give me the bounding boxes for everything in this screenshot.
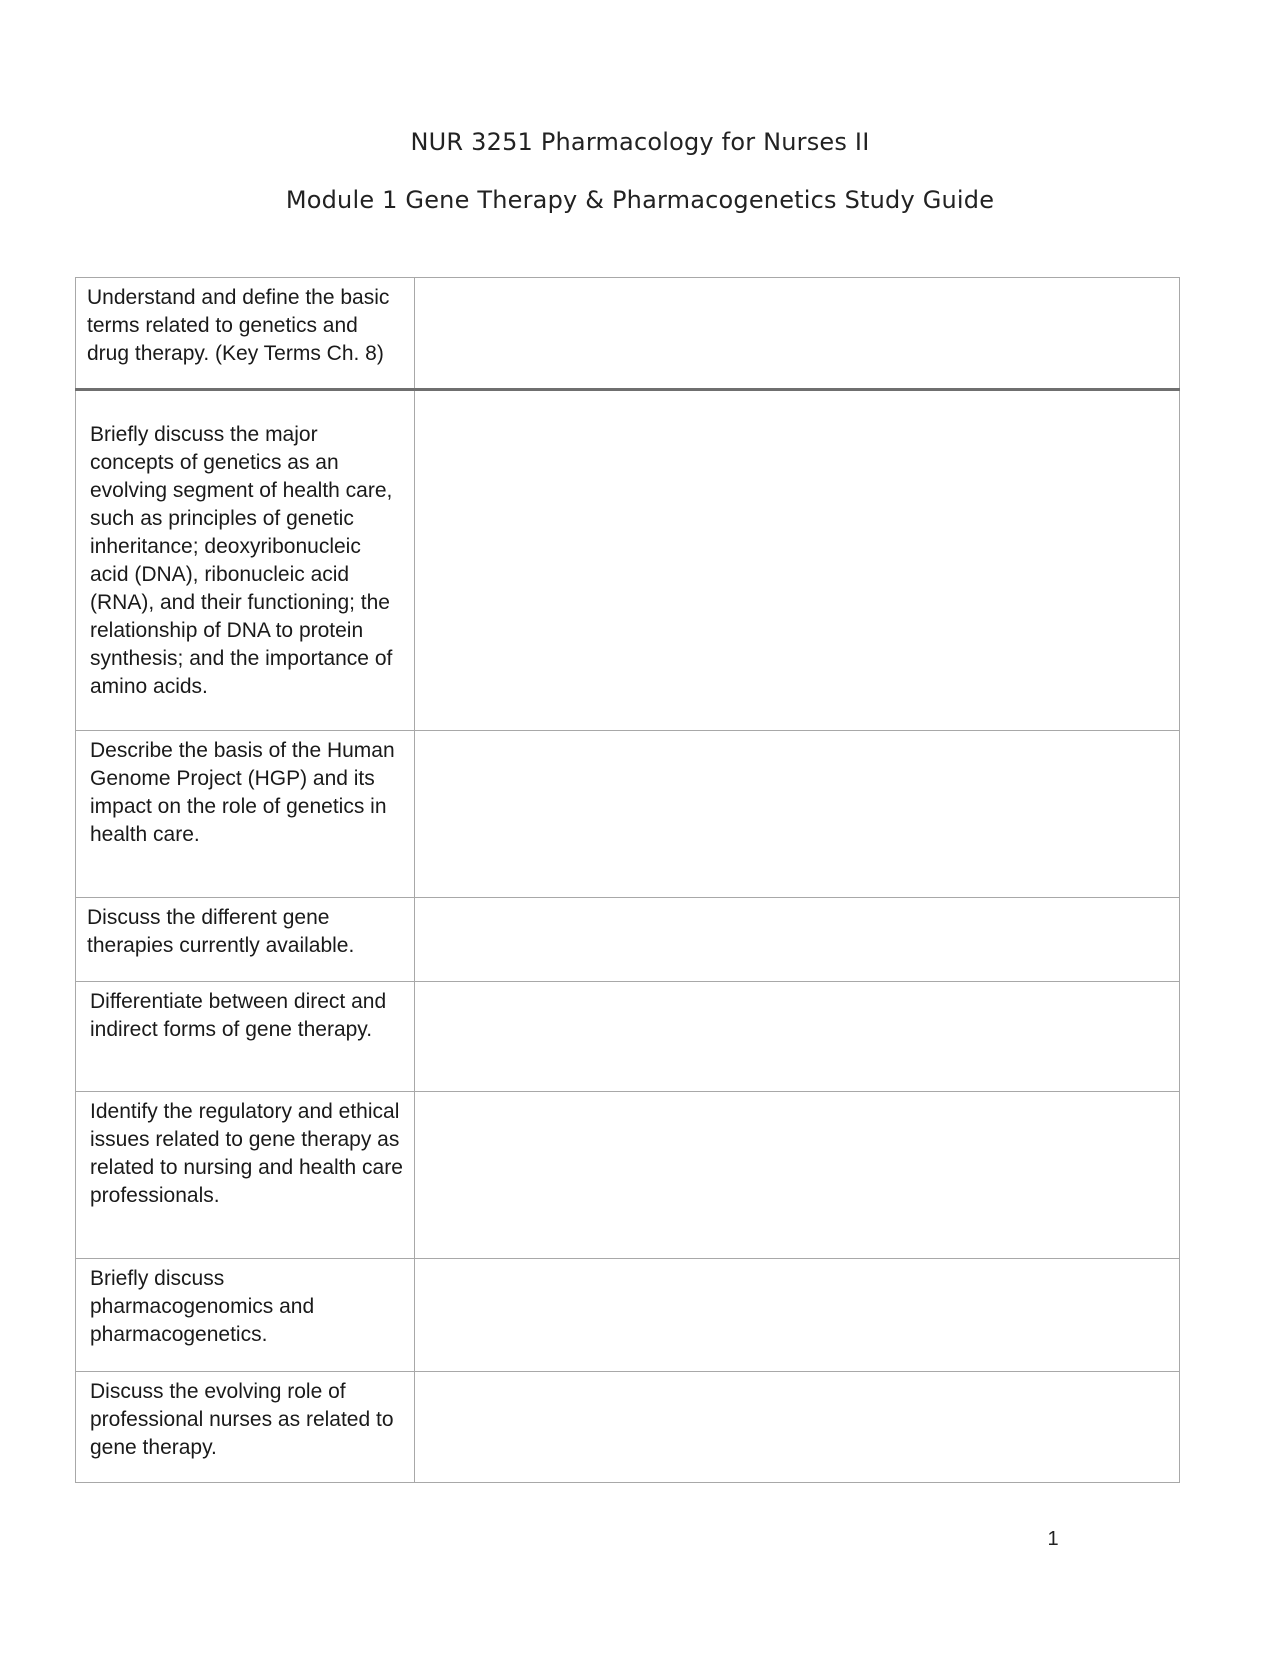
table-row	[76, 278, 1180, 390]
study-guide-table	[75, 277, 1180, 1483]
objective-text: Describe the basis of the Human Genome Project (HGP) and its impact on the role of genetics in health care.	[90, 739, 395, 846]
table-row	[76, 1372, 1180, 1483]
answer-cell[interactable]	[415, 898, 1180, 982]
objective-text: Discuss the different gene therapies currently available.	[87, 906, 355, 957]
objective-text: Briefly discuss pharmacogenomics and pharmacogenetics.	[90, 1267, 315, 1346]
objective-text: Identify the regulatory and ethical issues related to gene therapy as related to nursing and health care professionals.	[90, 1100, 403, 1207]
table-row	[76, 390, 1180, 731]
answer-cell[interactable]	[415, 278, 1180, 390]
table-row	[76, 731, 1180, 898]
table-row	[76, 1259, 1180, 1372]
table-row	[76, 1092, 1180, 1259]
objective-text: Discuss the evolving role of professional nurses as related to gene therapy.	[90, 1380, 394, 1459]
objective-cell	[76, 1259, 415, 1372]
answer-cell[interactable]	[415, 390, 1180, 731]
answer-cell[interactable]	[415, 1092, 1180, 1259]
objective-cell	[76, 390, 415, 731]
objective-cell	[76, 898, 415, 982]
objective-cell	[76, 1372, 415, 1483]
answer-cell[interactable]	[415, 1372, 1180, 1483]
objective-cell	[76, 982, 415, 1092]
table-row	[76, 898, 1180, 982]
objective-text: Differentiate between direct and indirect forms of gene therapy.	[90, 990, 387, 1041]
page-number: 1	[1047, 1528, 1059, 1550]
objective-cell	[76, 278, 415, 390]
answer-cell[interactable]	[415, 731, 1180, 898]
answer-cell[interactable]	[415, 1259, 1180, 1372]
objective-cell	[76, 1092, 415, 1259]
course-title: NUR 3251 Pharmacology for Nurses II	[410, 128, 870, 156]
table-row	[76, 982, 1180, 1092]
objective-text: Understand and define the basic terms related to genetics and drug therapy. (Key Terms Ch. 8)	[87, 286, 390, 365]
module-title: Module 1 Gene Therapy & Pharmacogenetics Study Guide	[285, 186, 995, 214]
objective-cell	[76, 731, 415, 898]
answer-cell[interactable]	[415, 982, 1180, 1092]
objective-text: Briefly discuss the major concepts of genetics as an evolving segment of health care, such as principles of genetic inheritance; deoxyribonucleic acid (DNA), ribonucleic acid (RNA), and their functioning; the relationship of DNA to protein synthesis; and the importance of amino acids.	[90, 423, 393, 698]
